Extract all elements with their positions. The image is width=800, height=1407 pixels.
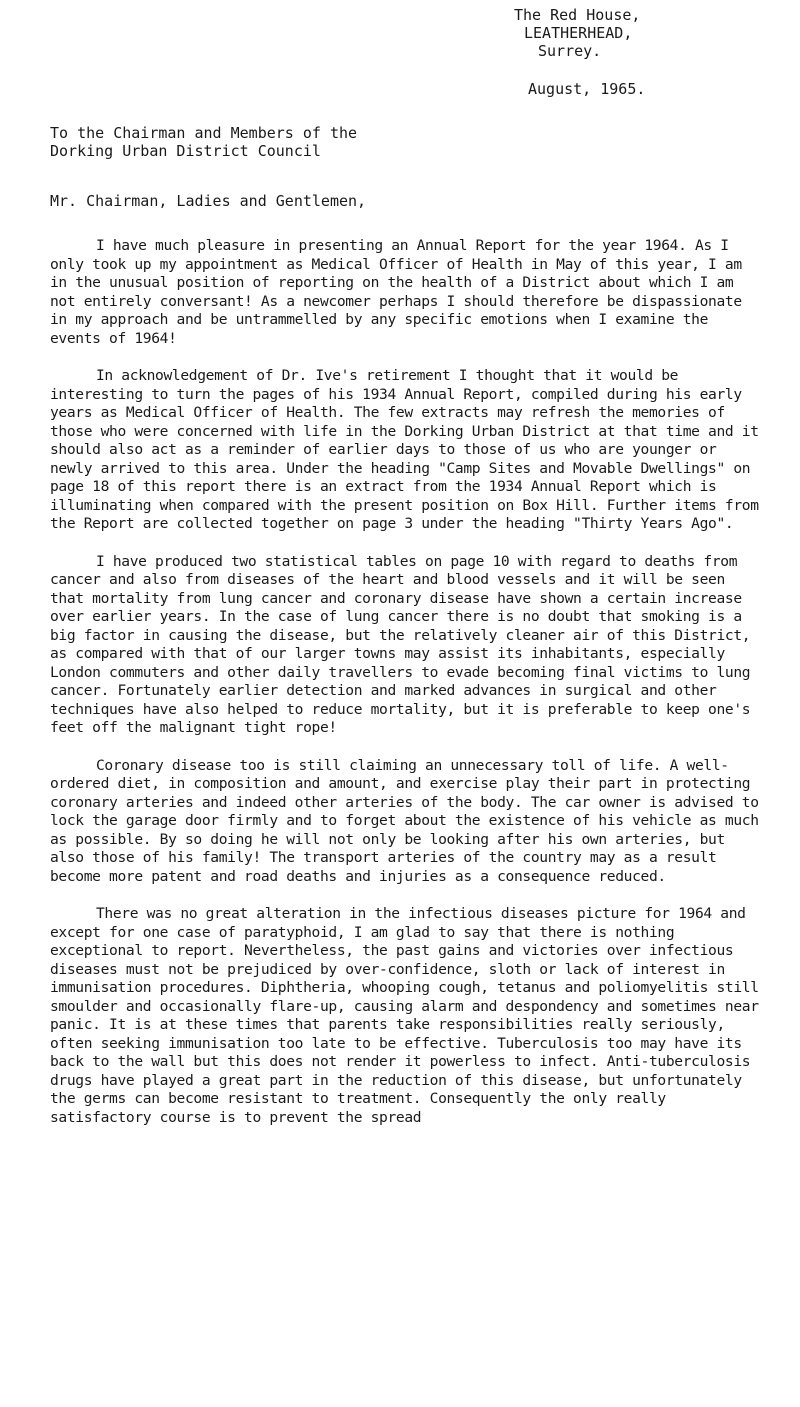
recipient-line-1: To the Chairman and Members of the — [50, 124, 358, 142]
address-county: Surrey. — [538, 42, 602, 60]
paragraph-4: Coronary disease too is still claiming an unnecessary toll of life. A well-ordered diet, in composition and amount, and exercise play their part in protecting coronary arteries and indeed other arteries of the body. The car owner is advised to lock the garage door firmly and to forget about the existence of his vehicle as much as possible. By so doing he will not only be looking after his own arteries, but also those of his family! The transport arteries of the country may as a result become more patent and road deaths and injuries as a consequence reduced. — [50, 756, 759, 885]
address-house: The Red House, — [514, 6, 641, 24]
letter-body — [50, 237, 760, 1146]
sender-address — [512, 6, 645, 98]
address-town: LEATHERHEAD, — [524, 24, 633, 42]
paragraph-2: In acknowledgement of Dr. Ive's retirement I thought that it would be interesting to turn the pages of his 1934 Annual Report, compiled during his early years as Medical Officer of Health. The few extracts may refresh the memories of those who were concerned with life in the Dorking Urban District at that time and it should also act as a reminder of earlier days to those of us who are younger or newly arrived to this area. Under the heading "Camp Sites and Movable Dwellings" on page 18 of this report there is an extract from the 1934 Annual Report which is illuminating when compared with the present position on Box Hill. Further items from the Report are collected together on page 3 under the heading "Thirty Years Ago". — [50, 367, 759, 532]
salutation: Mr. Chairman, Ladies and Gentlemen, — [50, 192, 367, 210]
letter-date: August, 1965. — [528, 80, 646, 98]
paragraph-5: There was no great alteration in the infectious diseases picture for 1964 and except for one case of paratyphoid, I am glad to say that there is nothing exceptional to report. Nevertheless, the past gains and victories over infectious diseases must not be prejudiced by over-confidence, sloth or lack of interest in immunisation procedures. Diphtheria, whooping cough, tetanus and poliomyelitis still smoulder and occasionally flare-up, causing alarm and despondency and sometimes near panic. It is at these times that parents take responsibilities really seriously, often seeking immunisation too late to be effective. Tuberculosis too may have its back to the wall but this does not render it powerless to infect. Anti-tuberculosis drugs have played a great part in the reduction of this disease, but unfortunately the germs can become resistant to treatment. Consequently the only really satisfactory course is to prevent the spread — [50, 905, 759, 1126]
paragraph-1: I have much pleasure in presenting an Annual Report for the year 1964. As I only took up my appointment as Medical Officer of Health in May of this year, I am in the unusual position of reporting on the health of a District about which I am not entirely conversant! As a newcomer perhaps I should therefore be dispassionate in my approach and be untrammelled by any specific emotions when I examine the events of 1964! — [50, 237, 742, 347]
recipient-line-2: Dorking Urban District Council — [50, 142, 321, 160]
paragraph-3: I have produced two statistical tables on page 10 with regard to deaths from cancer and also from diseases of the heart and blood vessels and it will be seen that mortality from lung cancer and coronary disease have shown a certain increase over earlier years. In the case of lung cancer there is no doubt that smoking is a big factor in causing the disease, but the relatively cleaner air of this District, as compared with that of our larger towns may assist its inhabitants, especially London commuters and other daily travellers to evade becoming final victims to lung cancer. Fortunately earlier detection and marked advances in surgical and other techniques have also helped to reduce mortality, but it is preferable to keep one's feet off the malignant tight rope! — [50, 552, 751, 736]
recipient-block — [50, 124, 357, 160]
